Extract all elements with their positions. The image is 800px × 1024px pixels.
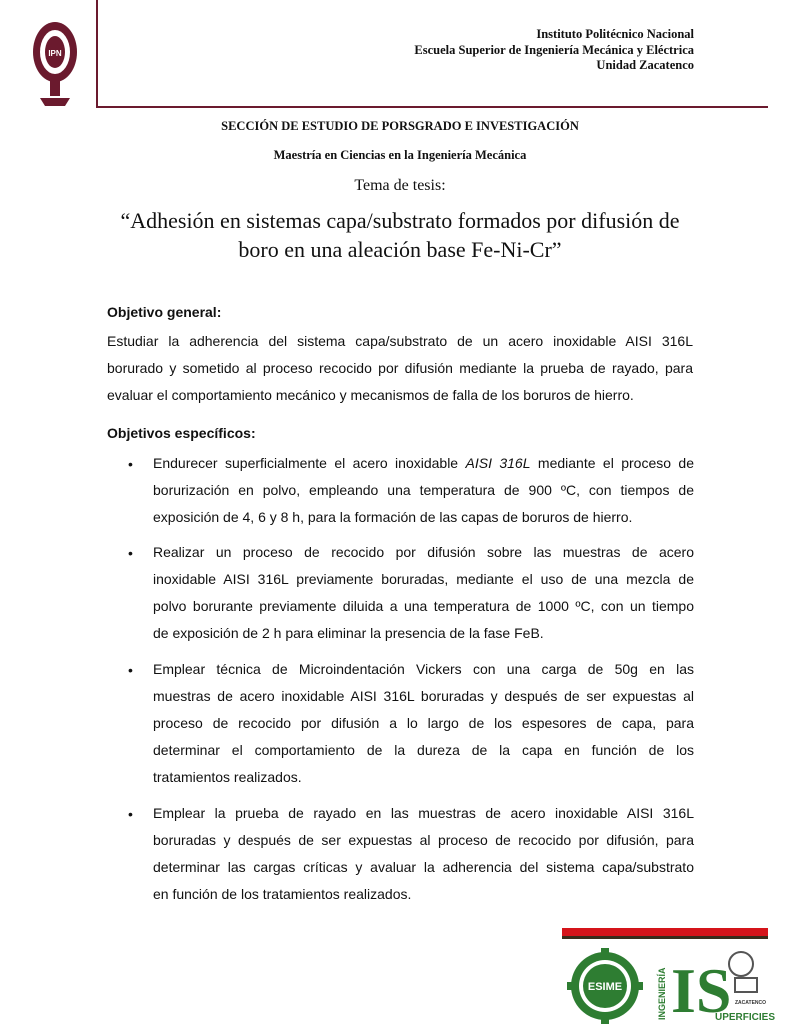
text-line: Realizar un proceso de recocido por difusión sobre las muestras de acero [153, 544, 694, 560]
thesis-title-line: “Adhesión en sistemas capa/substrato formados por difusión de [120, 208, 680, 233]
header-vertical-rule [96, 0, 98, 108]
text-line: Emplear la prueba de rayado en las muestras de acero inoxidable AISI 316L [153, 805, 694, 821]
school-name: Escuela Superior de Ingeniería Mecánica y Eléctrica [414, 42, 694, 57]
text-line: muestras de acero inoxidable AISI 316L boruradas y después de ser expuestas al [153, 688, 694, 704]
specific-objectives-heading: Objetivos específicos: [107, 425, 256, 441]
text-line: en función de los tratamientos realizados. [153, 886, 412, 902]
bullet-icon: • [128, 662, 133, 678]
text-line [153, 450, 694, 477]
general-objective-heading: Objetivo general: [107, 304, 222, 320]
bullet-icon: • [128, 545, 133, 561]
esime-logo [565, 944, 645, 1024]
text-line: tratamientos realizados. [153, 769, 302, 785]
text-line: exposición de 4, 6 y 8 h, para la formación de las capas de boruros de hierro. [153, 509, 633, 525]
is-logo-word2: UPERFICIES [715, 1012, 776, 1023]
text-line: borurización en polvo, empleando una temperatura de 900 ºC, con tiempos de [153, 482, 694, 498]
text-line: determinar las cargas críticas y avaluar la adherencia del sistema capa/substrato [153, 859, 694, 875]
text-segment: Endurecer superficialmente el acero inoxidable AISI 316L mediante el proceso de [153, 455, 694, 471]
text-line: polvo borurante previamente diluida a una temperatura de 1000 ºC, con un tiempo [153, 598, 694, 614]
is-logo-small: ZACATENCO [735, 1000, 767, 1006]
footer-red-bar [562, 928, 768, 936]
text-line: borurado y sometido al proceso recocido por difusión mediante la prueba de rayado, para [107, 360, 693, 376]
bullet-icon: • [128, 456, 133, 472]
objective-item [153, 800, 694, 908]
text-line: de exposición de 2 h para eliminar la presencia de la fase FeB. [153, 625, 544, 641]
text-line: inoxidable AISI 316L previamente boruradas, mediante el uso de una mezcla de [153, 571, 694, 587]
is-logo-letters: IS [671, 955, 732, 1024]
general-objective-text [107, 328, 693, 409]
unit-name: Unidad Zacatenco [596, 58, 694, 72]
bullet-icon: • [128, 806, 133, 822]
ipn-logo [30, 8, 80, 108]
institution-name: Instituto Politécnico Nacional [536, 27, 694, 41]
text-line: evaluar el comportamiento mecánico y mecanismos de falla de los boruros de hierro. [107, 387, 634, 403]
objective-item [153, 450, 694, 531]
thesis-title-line: boro en una aleación base Fe-Ni-Cr” [238, 237, 562, 262]
objective-item [153, 539, 694, 647]
thesis-title [100, 206, 700, 264]
text-line: Emplear técnica de Microindentación Vickers con una carga de 50g en las [153, 661, 694, 677]
program-name: Maestría en Ciencias en la Ingeniería Mecánica [273, 148, 527, 162]
institution-block [414, 27, 694, 74]
thesis-label: Tema de tesis: [354, 177, 446, 194]
text-line: boruradas y después de ser expuestas al proceso de recocido por difusión, para [153, 832, 694, 848]
esime-logo-text: ESIME [587, 981, 623, 993]
text-line: Estudiar la adherencia del sistema capa/substrato de un acero inoxidable AISI 316L [107, 333, 693, 349]
header-horizontal-rule [96, 106, 768, 108]
text-line: determinar el comportamiento de la dureza de la capa en función de los [153, 742, 694, 758]
section-title: SECCIÓN DE ESTUDIO DE PORSGRADO E INVESTIGACIÓN [221, 119, 579, 133]
objective-item [153, 656, 694, 791]
footer-dark-bar [562, 936, 768, 939]
text-line: proceso de recocido por difusión a lo largo de los espesores de capa, para [153, 715, 694, 731]
ipn-logo-text: IPN [48, 49, 62, 58]
is-logo-word1: INGENIERÍA [657, 967, 667, 1020]
ingenieria-superficies-logo [655, 940, 776, 1024]
